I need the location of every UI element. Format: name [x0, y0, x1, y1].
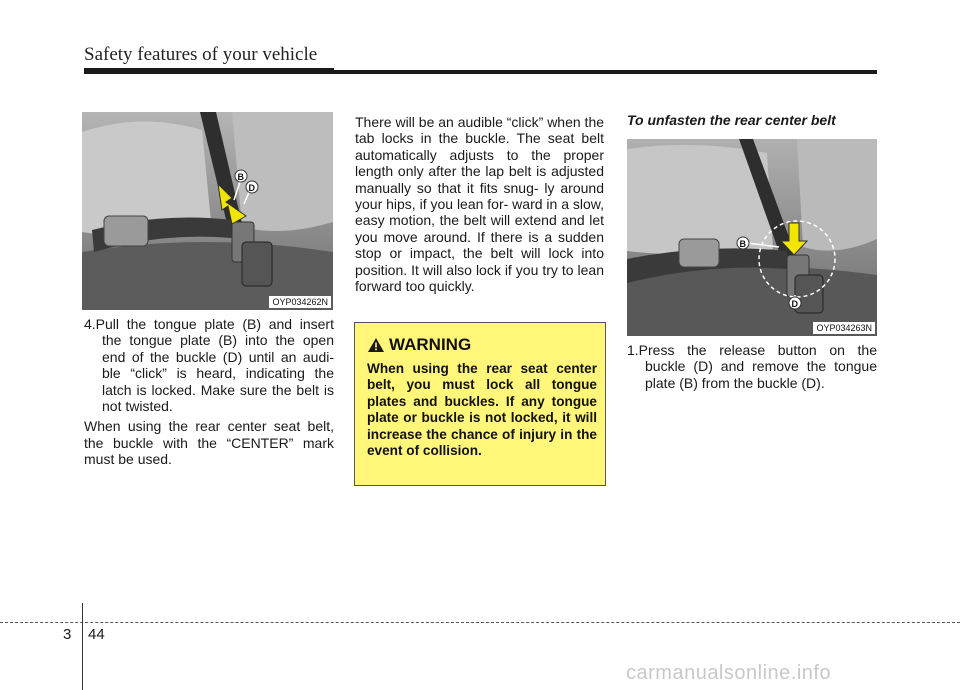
figure-code: OYP034263N: [813, 322, 875, 334]
warning-body: When using the rear seat center belt, you must lock all tongue plates and buckles. If any tongue plate or buckle is not locked, it will increase the chance of injury in the event of collision.: [367, 361, 597, 459]
warning-title: WARNING: [389, 335, 472, 354]
label-b: B: [237, 172, 244, 182]
footer-dashed-rule: [0, 622, 960, 623]
column-3: [627, 342, 877, 391]
label-d: D: [248, 183, 255, 193]
header-rule-accent: [84, 68, 334, 74]
label-b: B: [739, 239, 746, 249]
footer-divider: [82, 603, 83, 690]
page-number: 44: [88, 626, 105, 643]
seatbelt-photo-right: [627, 139, 877, 336]
warning-box: [354, 322, 606, 486]
watermark: carmanualsonline.info: [626, 662, 832, 684]
chapter-number: 3: [63, 626, 72, 643]
page-header-title: Safety features of your vehicle: [84, 44, 318, 65]
center-belt-note: When using the rear center seat belt, the buckle with the “CENTER” mark must be used.: [84, 418, 334, 468]
figure-release-buckle: [627, 139, 877, 336]
warning-triangle-icon: [367, 337, 385, 353]
warning-header: [367, 335, 471, 355]
figure-insert-buckle: [82, 112, 333, 310]
column-1: [84, 316, 334, 468]
column-2: [355, 114, 604, 294]
label-d: D: [791, 299, 798, 309]
click-explanation: There will be an audible “click” when the tab locks in the buckle. The seat belt automatically adjusts to the proper length only after the lap belt is adjusted manually so that it fits snug- ly around your hips, if you lean for- ward in a slow, easy motion, the belt will extend and let you move around. If there is a sudden stop or impact, the belt will lock into position. It will also lock if you try to lean forward too quickly.: [355, 114, 605, 295]
figure-code: OYP034262N: [269, 296, 331, 308]
section-heading: To unfasten the rear center belt: [627, 112, 836, 128]
step-1: 1.Press the release button on the buckle (D) and remove the tongue plate (B) from the buckle (D).: [627, 342, 877, 391]
step-4: 4.Pull the tongue plate (B) and insert the tongue plate (B) into the open end of the buckle (D) until an audi- ble “click” is heard, indicating the latch is locked. Make sure the belt is not twisted.: [84, 316, 334, 415]
seatbelt-photo-left: [82, 112, 333, 310]
